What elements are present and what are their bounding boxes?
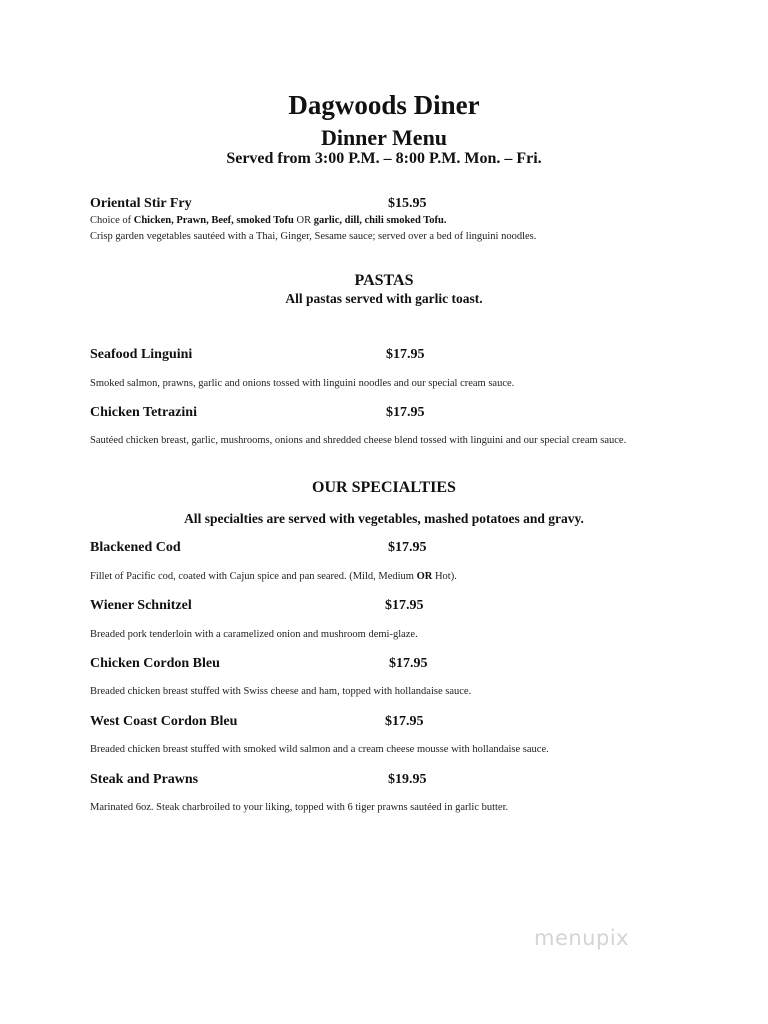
item-desc-blackened-cod (90, 569, 680, 585)
desc-text: Fillet of Pacific cod, coated with Cajun spice and pan seared. (Mild, Medium (90, 571, 417, 582)
item-price-blackened-cod: $17.95 (388, 540, 427, 555)
desc-text: Hot). (432, 571, 457, 582)
restaurant-name: Dagwoods Diner (288, 90, 480, 120)
item-desc-chicken-cordon-bleu: Breaded chicken breast stuffed with Swiss cheese and ham, topped with hollandaise sauce. (90, 686, 472, 697)
section-heading-pastas: PASTAS (354, 272, 414, 289)
item-desc-steak-and-prawns: Marinated 6oz. Steak charbroiled to your liking, topped with 6 tiger prawns sautéed in garlic butter. (90, 802, 509, 813)
item-price-oriental-stir-fry: $15.95 (388, 196, 427, 211)
service-hours: Served from 3:00 P.M. – 8:00 P.M. Mon. – Fri. (226, 150, 542, 167)
desc-text: Crisp garden vegetables sautéed with a Thai, Ginger, Sesame sauce; served over a bed of linguini noodles. (90, 231, 537, 242)
desc-text: OR (293, 215, 314, 226)
item-name-wiener-schnitzel: Wiener Schnitzel (90, 598, 192, 613)
item-desc-seafood-linguini: Smoked salmon, prawns, garlic and onions tossed with linguini noodles and our special cream sauce. (90, 378, 515, 389)
item-price-west-coast-cordon-bleu: $17.95 (385, 714, 424, 729)
section-heading-specialties: OUR SPECIALTIES (312, 479, 456, 496)
menupix-watermark: menupix (534, 926, 630, 950)
item-name-seafood-linguini: Seafood Linguini (90, 347, 193, 362)
section-note-specialties: All specialties are served with vegetables, mashed potatoes and gravy. (184, 511, 584, 526)
desc-bold-or: OR (416, 571, 433, 582)
item-name-blackened-cod: Blackened Cod (90, 540, 181, 555)
desc-bold-tofu: garlic, dill, chili smoked Tofu. (313, 215, 447, 226)
desc-bold-proteins: Chicken, Prawn, Beef, smoked Tofu (133, 215, 294, 226)
item-desc-wiener-schnitzel: Breaded pork tenderloin with a caramelized onion and mushroom demi-glaze. (90, 629, 418, 640)
item-price-chicken-tetrazini: $17.95 (386, 405, 425, 420)
item-desc-west-coast-cordon-bleu: Breaded chicken breast stuffed with smoked wild salmon and a cream cheese mousse with hollandaise sauce. (90, 744, 549, 755)
section-note-pastas: All pastas served with garlic toast. (285, 291, 483, 306)
item-name-chicken-tetrazini: Chicken Tetrazini (90, 405, 197, 420)
item-name-oriental-stir-fry: Oriental Stir Fry (90, 196, 192, 211)
item-desc-oriental-stir-fry (90, 213, 680, 245)
item-price-steak-and-prawns: $19.95 (388, 772, 427, 787)
item-name-chicken-cordon-bleu: Chicken Cordon Bleu (90, 656, 220, 671)
item-name-west-coast-cordon-bleu: West Coast Cordon Bleu (90, 714, 238, 729)
menu-title: Dinner Menu (320, 125, 448, 150)
item-price-chicken-cordon-bleu: $17.95 (389, 656, 428, 671)
item-price-seafood-linguini: $17.95 (386, 347, 425, 362)
item-name-steak-and-prawns: Steak and Prawns (90, 772, 199, 787)
item-desc-chicken-tetrazini: Sautéed chicken breast, garlic, mushrooms, onions and shredded cheese blend tossed with linguini and our special cream sauce. (90, 435, 627, 446)
item-price-wiener-schnitzel: $17.95 (385, 598, 424, 613)
desc-text: Choice of (90, 215, 134, 226)
